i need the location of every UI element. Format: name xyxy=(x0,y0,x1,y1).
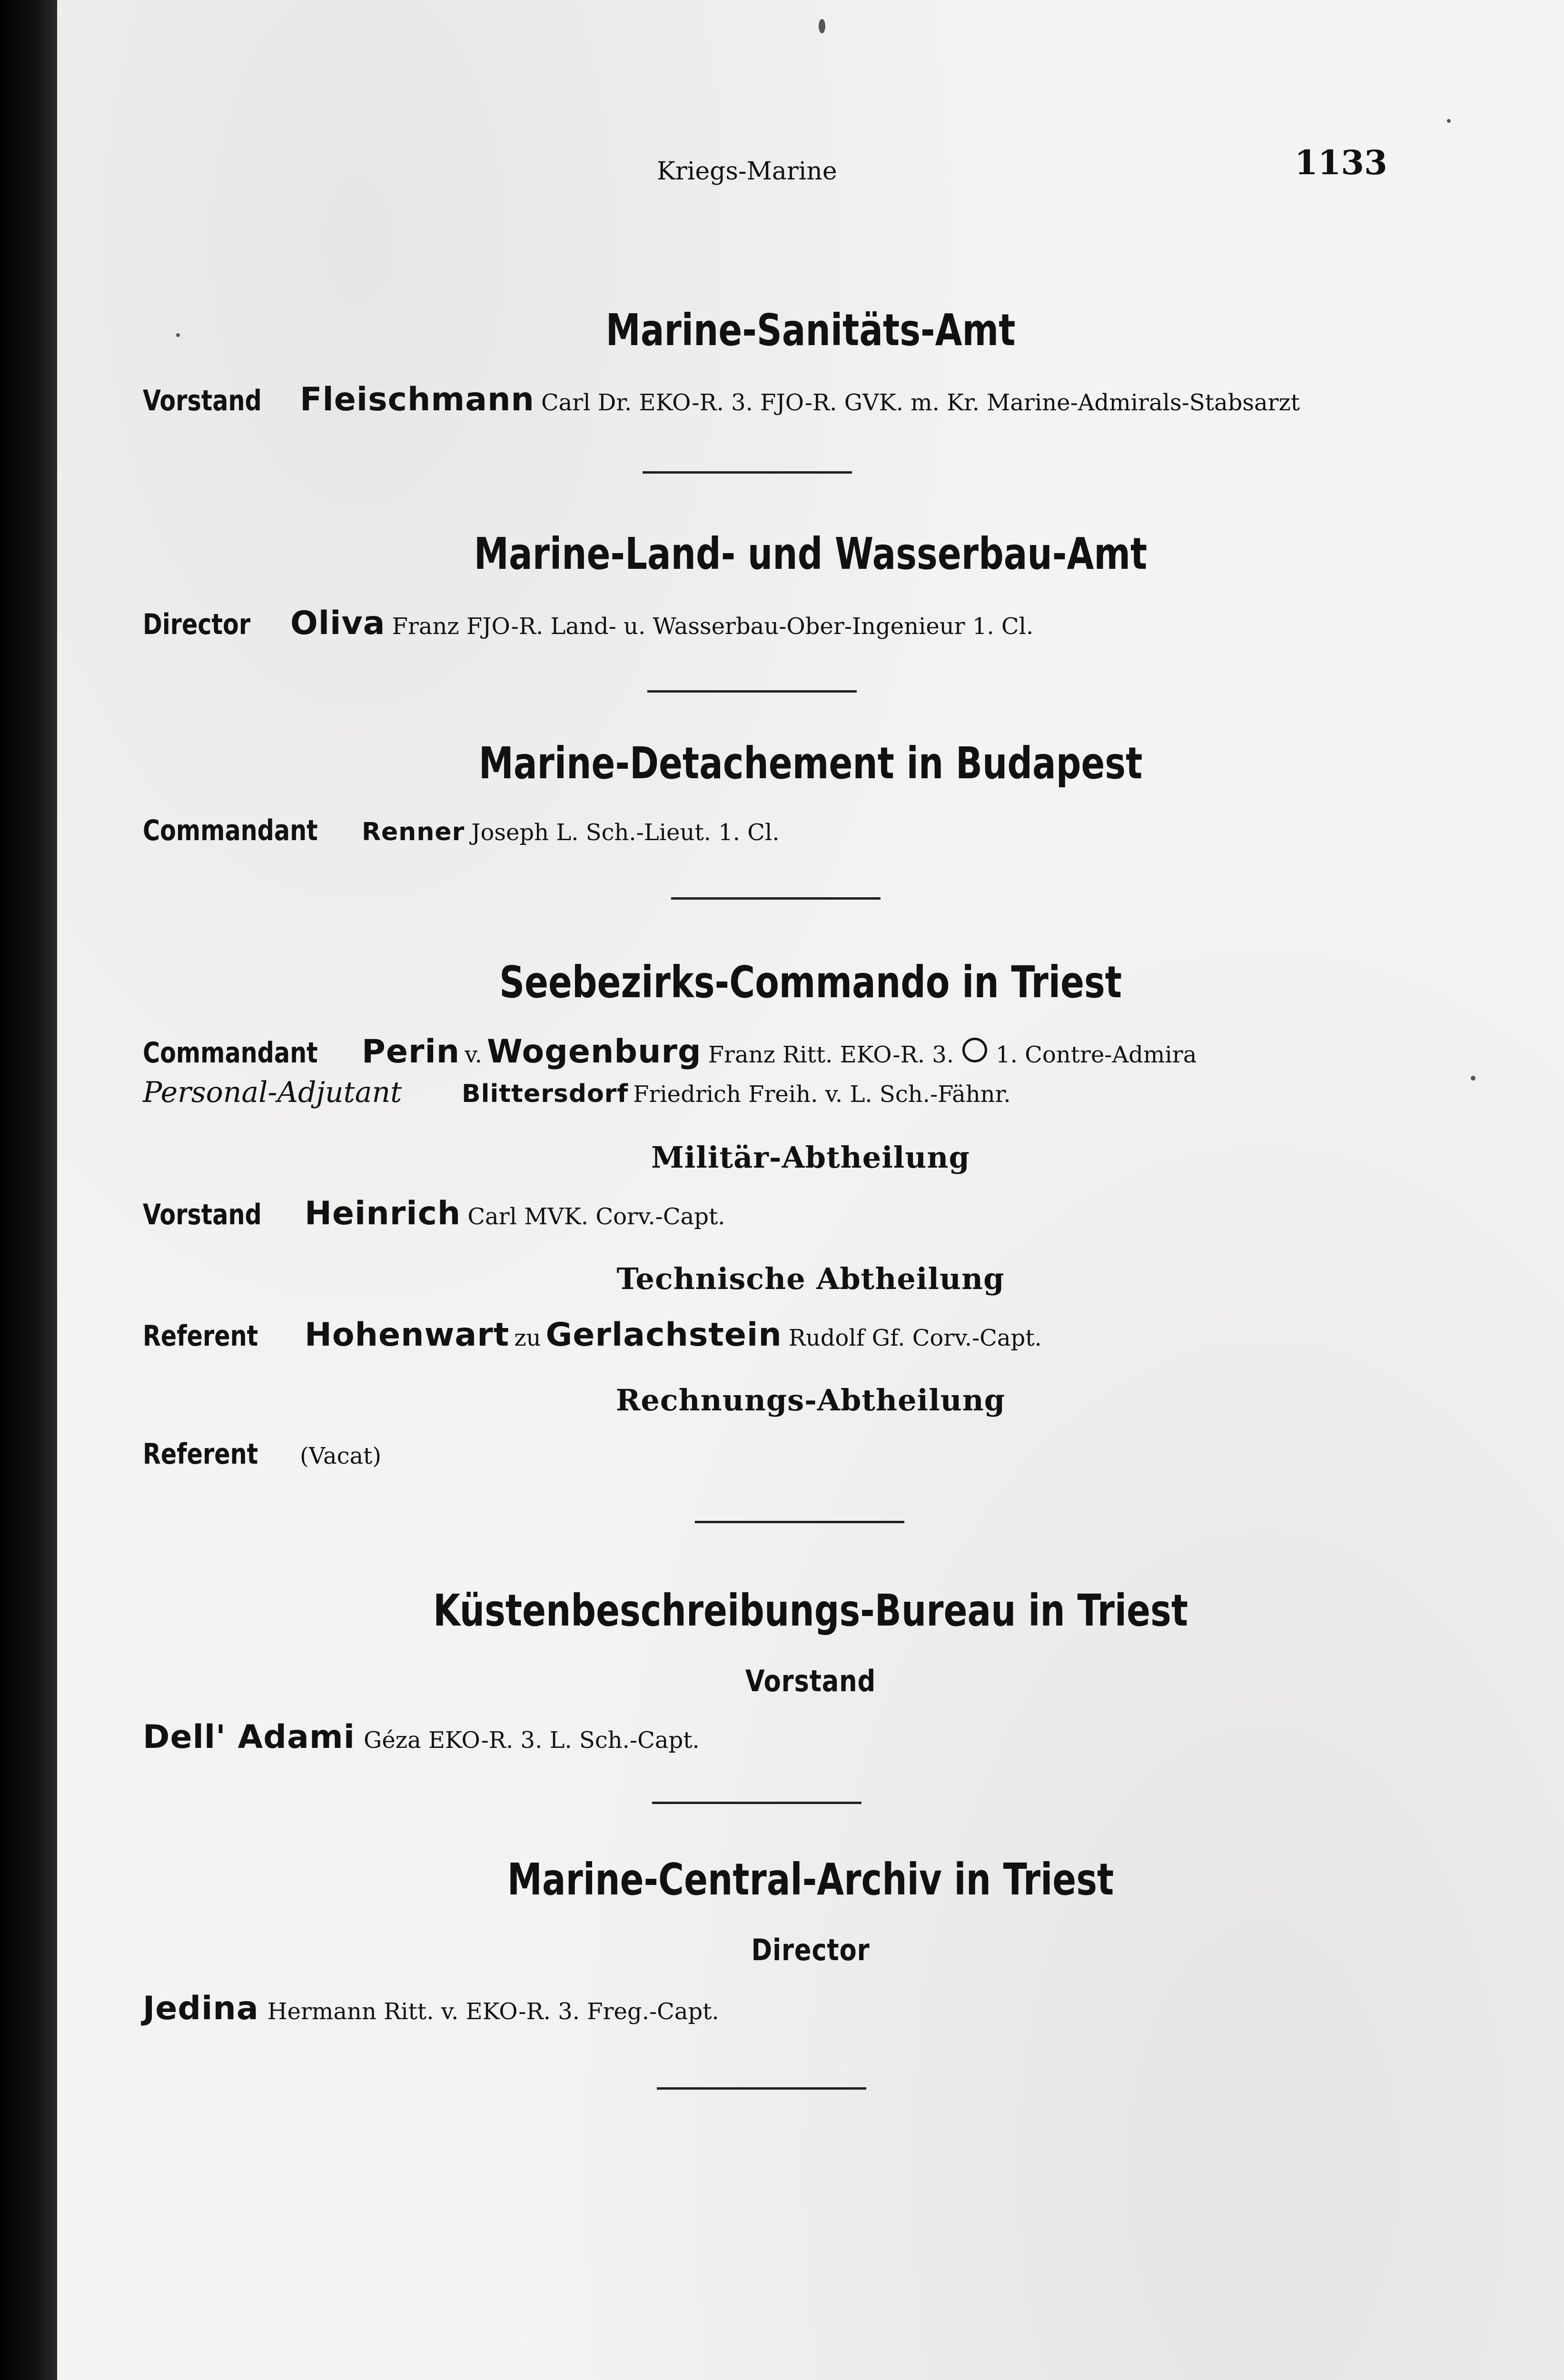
person-name: Blittersdorf xyxy=(462,1080,629,1108)
section-title: Marine-Sanitäts-Amt xyxy=(605,305,1016,356)
section-divider xyxy=(671,897,881,900)
person-detail: Joseph L. Sch.-Lieut. 1. Cl. xyxy=(471,819,780,846)
role-heading: Vorstand xyxy=(745,1664,876,1698)
role-label: Commandant xyxy=(143,814,318,847)
subsection-title: Militär-Abtheilung xyxy=(651,1140,970,1175)
section-divider xyxy=(643,471,852,474)
entry-row xyxy=(143,605,1033,642)
role-label: Personal-Adjutant xyxy=(143,1076,402,1109)
role-label: Vorstand xyxy=(143,384,262,417)
subsection-title: Rechnungs-Abtheilung xyxy=(615,1383,1006,1418)
vacancy-note: (Vacat) xyxy=(300,1443,382,1469)
section-divider xyxy=(657,2087,866,2090)
entry-row xyxy=(143,1316,1042,1354)
person-detail: Hermann Ritt. v. EKO-R. 3. Freg.-Capt. xyxy=(267,1998,719,2025)
person-name: Hohenwart xyxy=(305,1316,510,1354)
document-page xyxy=(57,0,1564,2380)
person-name: Dell' Adami xyxy=(143,1718,356,1756)
entry-row xyxy=(143,1033,1197,1071)
section-title: Marine-Detachement in Budapest xyxy=(478,738,1143,789)
section-divider xyxy=(652,1802,861,1804)
scan-speck xyxy=(1471,1076,1475,1081)
running-head: Kriegs-Marine xyxy=(657,157,837,186)
person-name: Perin xyxy=(362,1033,460,1071)
role-heading: Director xyxy=(751,1933,870,1967)
page-gutter xyxy=(0,0,57,2380)
entry-row xyxy=(143,814,780,847)
role-label: Vorstand xyxy=(143,1198,262,1231)
entry-row xyxy=(143,1438,381,1471)
section-title: Marine-Central-Archiv in Triest xyxy=(507,1854,1114,1905)
scan-speck xyxy=(819,19,825,33)
entry-row xyxy=(143,1990,719,2027)
section-title: Küstenbeschreibungs-Bureau in Triest xyxy=(433,1585,1188,1636)
person-detail: Carl MVK. Corv.-Capt. xyxy=(467,1203,725,1230)
person-detail: Friedrich Freih. v. L. Sch.-Fähnr. xyxy=(633,1081,1011,1108)
entry-row xyxy=(143,1195,725,1232)
person-name: Heinrich xyxy=(305,1195,461,1232)
entry-row xyxy=(143,381,1300,418)
person-detail-2: 1. Contre-Admira xyxy=(996,1041,1197,1068)
person-detail: Géza EKO-R. 3. L. Sch.-Capt. xyxy=(364,1727,700,1754)
name-particle: zu xyxy=(514,1325,541,1351)
role-label: Referent xyxy=(143,1319,258,1353)
entry-row xyxy=(143,1076,1011,1109)
section-divider xyxy=(695,1521,904,1523)
subsection-title: Technische Abtheilung xyxy=(616,1261,1005,1296)
section-divider xyxy=(647,690,857,693)
section-title: Seebezirks-Commando in Triest xyxy=(499,957,1122,1008)
person-detail: Carl Dr. EKO-R. 3. FJO-R. GVK. m. Kr. Marine-Admirals-Stabsarzt xyxy=(541,389,1300,416)
person-name: Renner xyxy=(362,818,465,846)
person-name: Jedina xyxy=(143,1990,259,2027)
scan-speck xyxy=(176,333,180,337)
person-detail: Franz Ritt. EKO-R. 3. xyxy=(708,1041,954,1068)
entry-row xyxy=(143,1718,700,1756)
role-label: Referent xyxy=(143,1438,258,1471)
scan-speck xyxy=(1447,119,1451,123)
person-name: Fleischmann xyxy=(300,381,535,418)
person-name-2: Gerlachstein xyxy=(545,1316,782,1354)
person-name: Oliva xyxy=(290,605,386,642)
name-particle: v. xyxy=(465,1041,482,1068)
person-detail: Rudolf Gf. Corv.-Capt. xyxy=(788,1325,1042,1351)
circle-icon xyxy=(962,1038,987,1062)
person-detail: Franz FJO-R. Land- u. Wasserbau-Ober-Ingenieur 1. Cl. xyxy=(392,613,1034,640)
page-number: 1133 xyxy=(1295,143,1387,182)
person-name-2: Wogenburg xyxy=(486,1033,702,1071)
section-title: Marine-Land- und Wasserbau-Amt xyxy=(474,528,1148,579)
role-label: Commandant xyxy=(143,1036,318,1070)
role-label: Director xyxy=(143,608,251,641)
